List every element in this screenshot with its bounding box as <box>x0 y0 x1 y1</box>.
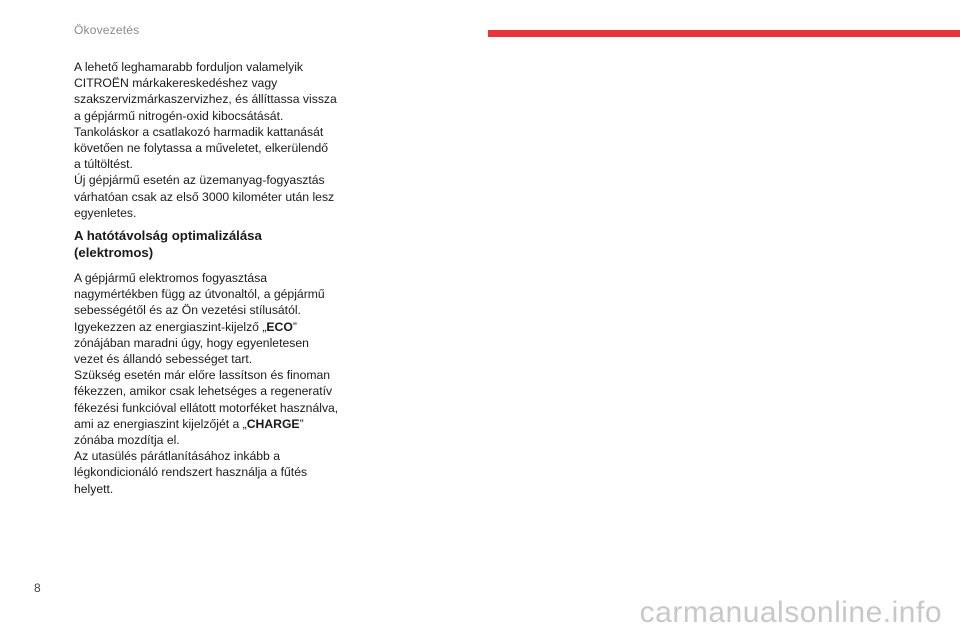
text-line: A gépjármű elektromos fogyasztása <box>74 271 268 286</box>
text-line: nagymértékben függ az útvonaltól, a gépjármű <box>74 287 325 302</box>
text-line: helyett. <box>74 481 114 496</box>
heading-line: (elektromos) <box>74 244 154 260</box>
text-line: légkondicionáló rendszert használja a fűtés <box>74 465 308 480</box>
heading-line: A hatótávolság optimalizálása <box>74 228 262 244</box>
text-line: Szükség esetén már előre lassítson és finoman <box>74 368 331 383</box>
text-line: szakszervizmárkaszervizhez, és állíttassa vissza <box>74 92 337 107</box>
text-line: sebességétől és az Ön vezetési stílusától. <box>74 303 301 318</box>
eco-label: ECO <box>266 319 293 334</box>
paragraph-range <box>74 270 344 497</box>
text-column <box>74 59 344 497</box>
text-line: ” <box>299 416 304 431</box>
section-title: Ökovezetés <box>74 23 140 37</box>
watermark[interactable]: carmanualsonline.info <box>639 596 942 629</box>
accent-bar <box>488 30 960 37</box>
text-line: fékezési funkcióval ellátott motorféket használva, <box>74 400 339 415</box>
text-line: a túltöltést. <box>74 157 133 172</box>
text-line: ” <box>292 319 297 334</box>
text-line: ami az energiaszint kijelzőjét a „ <box>74 416 247 431</box>
text-line: Új gépjármű esetén az üzemanyag-fogyasztás <box>74 173 325 188</box>
text-line: zónájában maradni úgy, hogy egyenletesen <box>74 335 309 350</box>
text-line: zónába mozdítja el. <box>74 433 180 448</box>
text-line: követően ne folytassa a műveletet, elkerülendő <box>74 141 329 156</box>
section-heading <box>74 228 344 261</box>
text-line: várhatóan csak az első 3000 kilométer után lesz <box>74 189 335 204</box>
charge-label: CHARGE <box>246 416 300 431</box>
text-line: vezet és állandó sebességet tart. <box>74 352 253 367</box>
text-line: Az utasülés párátlanításához inkább a <box>74 449 280 464</box>
page-number: 8 <box>34 581 41 595</box>
text-line: Tankoláskor a csatlakozó harmadik kattanását <box>74 124 324 139</box>
text-line: Igyekezzen az energiaszint-kijelző „ <box>74 319 267 334</box>
text-line: CITROËN márkakereskedéshez vagy <box>74 76 278 91</box>
text-line: egyenletes. <box>74 205 137 220</box>
paragraph-intro <box>74 59 344 221</box>
text-line: fékezzen, amikor csak lehetséges a regeneratív <box>74 384 333 399</box>
text-line: a gépjármű nitrogén-oxid kibocsátását. <box>74 108 284 123</box>
text-line: A lehető leghamarabb forduljon valamelyik <box>74 60 303 74</box>
